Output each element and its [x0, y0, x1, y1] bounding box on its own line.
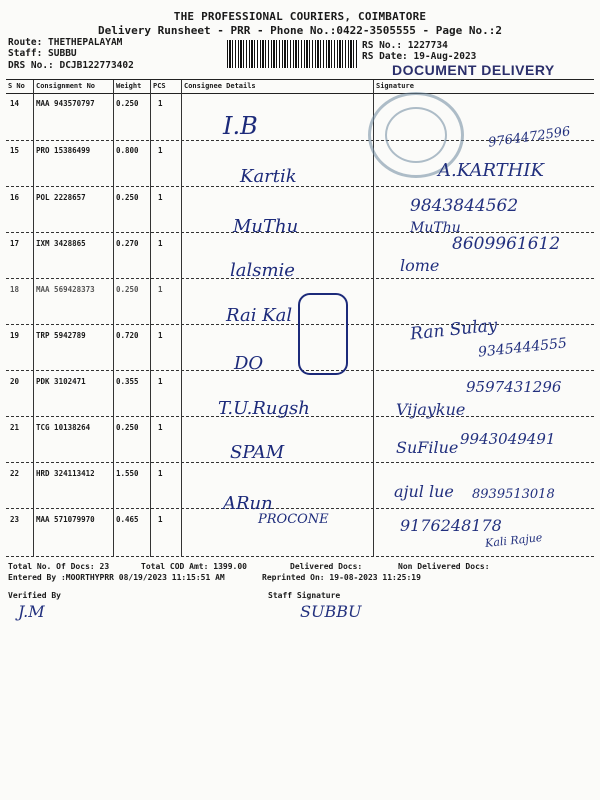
handwritten-consignee: T.U.Rugsh	[218, 398, 310, 419]
col-header-consignee: Consignee Details	[184, 82, 256, 90]
row-consignment: MAA 571079970	[36, 515, 95, 524]
handwritten-signature: Vijaykue	[396, 400, 466, 419]
row-consignment: HRD 324113412	[36, 469, 95, 478]
handwritten-phone: 9597431296	[466, 378, 562, 396]
runsheet-subtitle: Delivery Runsheet - PRR - Phone No.:0422-3505555 - Page No.:2	[98, 24, 502, 37]
col-divider	[181, 80, 182, 557]
row-weight: 0.250	[116, 99, 139, 108]
row-pcs: 1	[158, 99, 163, 108]
row-sno: 22	[10, 469, 20, 478]
handwritten-phone: 9843844562	[410, 196, 519, 216]
row-consignment: IXM 3428865	[36, 239, 86, 248]
row-separator	[6, 556, 594, 557]
route-label: Route: THETHEPALAYAM	[8, 37, 123, 48]
drs-number: DRS No.: DCJB122773402	[8, 60, 134, 71]
non-delivered-docs: Non Delivered Docs:	[398, 562, 490, 571]
row-sno: 23	[10, 515, 20, 524]
row-weight: 0.250	[116, 193, 139, 202]
company-title: THE PROFESSIONAL COURIERS, COIMBATORE	[173, 10, 427, 23]
handwritten-phone: 8939513018	[472, 487, 555, 502]
handwritten-consignee: SPAM	[230, 442, 285, 463]
row-separator	[6, 462, 594, 463]
row-pcs: 1	[158, 193, 163, 202]
row-pcs: 1	[158, 515, 163, 524]
staff-handwritten-signature: SUBBU	[300, 602, 362, 621]
row-weight: 0.355	[116, 377, 139, 386]
handwritten-consignee: PROCONE	[258, 512, 329, 527]
total-docs: Total No. Of Docs: 23	[8, 562, 110, 571]
total-cod-amount: Total COD Amt: 1399.00	[141, 562, 247, 571]
handwritten-signature: ajul lue	[394, 482, 454, 501]
row-pcs: 1	[158, 146, 163, 155]
handwritten-signature: MuThu	[410, 220, 461, 236]
row-sno: 17	[10, 239, 20, 248]
row-consignment: POL 2228657	[36, 193, 86, 202]
rs-date: RS Date: 19-Aug-2023	[362, 51, 477, 62]
col-header-signature: Signature	[376, 82, 414, 90]
row-sno: 21	[10, 423, 20, 432]
table-header-rule	[6, 93, 594, 94]
row-separator	[6, 508, 594, 509]
handwritten-consignee: DO	[234, 353, 264, 374]
handwritten-consignee: Kartik	[240, 166, 297, 187]
row-sno: 16	[10, 193, 20, 202]
handwritten-signature: lome	[400, 256, 440, 275]
col-header-sno: S No	[8, 82, 25, 90]
row-separator	[6, 278, 594, 279]
col-divider	[33, 80, 34, 557]
row-weight: 1.550	[116, 469, 139, 478]
verified-by-label: Verified By	[8, 591, 61, 600]
handwritten-circle	[298, 293, 348, 375]
barcode	[227, 40, 359, 68]
row-sno: 20	[10, 377, 20, 386]
row-separator	[6, 186, 594, 187]
document-delivery-stamp: DOCUMENT DELIVERY	[392, 62, 555, 78]
staff-label: Staff: SUBBU	[8, 48, 77, 59]
row-pcs: 1	[158, 285, 163, 294]
stamp-inner-ring	[385, 107, 447, 163]
row-weight: 0.270	[116, 239, 139, 248]
delivered-docs: Delivered Docs:	[290, 562, 363, 571]
table-top-rule	[6, 79, 594, 80]
handwritten-phone: 9345444555	[477, 335, 568, 361]
handwritten-signature: Ran Sulay	[409, 315, 499, 345]
handwritten-consignee: MuThu	[233, 216, 299, 237]
row-pcs: 1	[158, 239, 163, 248]
col-header-weight: Weight	[116, 82, 142, 90]
handwritten-consignee: ARun	[223, 493, 273, 514]
row-sno: 18	[10, 285, 20, 294]
verifier-signature: J.M	[18, 602, 45, 621]
handwritten-phone: 9176248178	[400, 516, 502, 535]
reprinted-on: Reprinted On: 19-08-2023 11:25:19	[262, 573, 421, 582]
row-pcs: 1	[158, 423, 163, 432]
row-separator	[6, 232, 594, 233]
row-sno: 15	[10, 146, 20, 155]
col-divider	[150, 80, 151, 557]
col-header-consignment: Consignment No	[36, 82, 96, 90]
handwritten-signature: Kali Rajue	[484, 531, 543, 550]
row-sno: 14	[10, 99, 20, 108]
col-divider	[113, 80, 114, 557]
handwritten-consignee: Rai Kal	[226, 305, 293, 326]
staff-signature-label: Staff Signature	[268, 591, 341, 600]
row-weight: 0.720	[116, 331, 139, 340]
row-pcs: 1	[158, 331, 163, 340]
row-consignment: MAA 943570797	[36, 99, 95, 108]
handwritten-phone: 8609961612	[452, 234, 561, 254]
entered-by: Entered By :MOORTHYPRR 08/19/2023 11:15:51 AM	[8, 573, 225, 582]
handwritten-phone: 9943049491	[460, 430, 556, 448]
row-weight: 0.250	[116, 423, 139, 432]
row-pcs: 1	[158, 469, 163, 478]
rs-number: RS No.: 1227734	[362, 40, 448, 51]
row-weight: 0.800	[116, 146, 139, 155]
row-sno: 19	[10, 331, 20, 340]
row-pcs: 1	[158, 377, 163, 386]
row-consignment: PRO 15386499	[36, 146, 91, 155]
row-consignment: MAA 569428373	[36, 285, 95, 294]
handwritten-consignee: lalsmie	[230, 260, 295, 281]
handwritten-phone: 9764472596	[487, 124, 572, 151]
row-weight: 0.250	[116, 285, 139, 294]
handwritten-signature: SuFilue	[396, 438, 459, 457]
handwritten-consignee: I.B	[223, 112, 258, 140]
col-header-pcs: PCS	[153, 82, 166, 90]
row-consignment: PDK 3102471	[36, 377, 86, 386]
row-consignment: TCG 10138264	[36, 423, 91, 432]
row-consignment: TRP 5942789	[36, 331, 86, 340]
handwritten-signature: A.KARTHIK	[438, 160, 544, 181]
row-weight: 0.465	[116, 515, 139, 524]
